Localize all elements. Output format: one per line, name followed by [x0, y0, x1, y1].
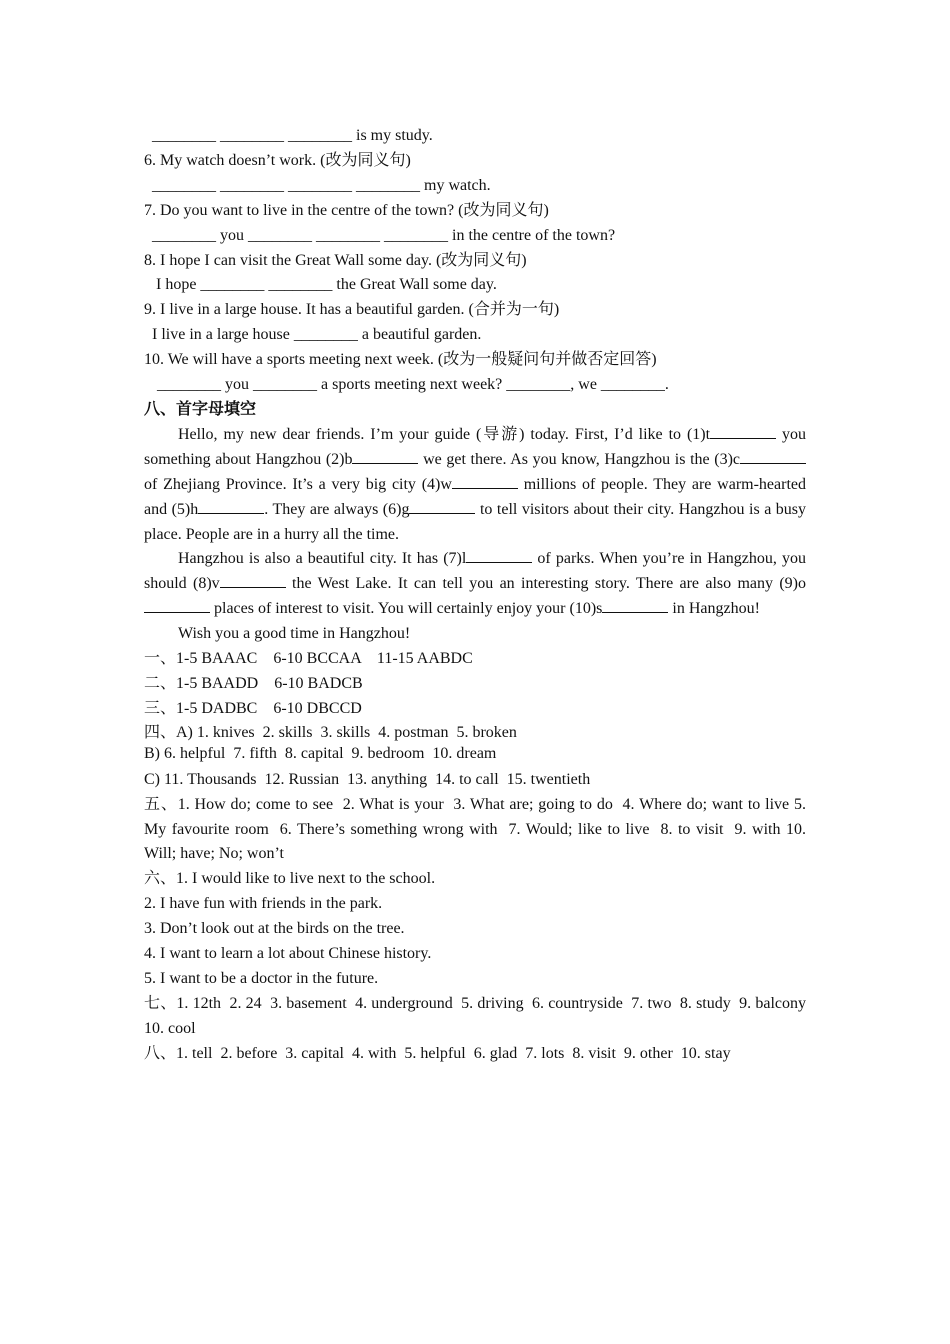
rewrite-question-10: 10. We will have a sports meeting next week. (改为一般疑问句并做否定回答) — [144, 351, 657, 369]
blank-1[interactable] — [710, 424, 776, 439]
answer-section-8: 八、1. tell 2. before 3. capital 4. with 5. helpful 6. glad 7. lots 8. visit 9. other 10. stay — [144, 1044, 731, 1062]
answer-section-5: 五、1. How do; come to see 2. What is your 3. What are; going to do 4. Where do; want to live 5. My favourite room 6. There’s something wrong with 7. Would; like to live 8. to visit 9. with 10. Will; have; No; won’t — [144, 795, 810, 863]
passage-paragraph-2 — [144, 547, 806, 622]
section-8-heading: 八、首字母填空 — [144, 400, 257, 418]
passage-text: of parks. When you’re in Hangzhou, you should (8)v — [144, 550, 807, 593]
rewrite-line-7-answer: ________ you ________ ________ ________ in the centre of the town? — [152, 226, 616, 244]
rewrite-line-5-answer: ________ ________ ________ is my study. — [152, 127, 433, 144]
rewrite-line-10-answer: ________ you ________ a sports meeting next week? ________, we ________. — [157, 376, 669, 394]
answer-section-7: 七、1. 12th 2. 24 3. basement 4. underground 5. driving 6. countryside 7. two 8. study 9. balcony 10. cool — [144, 994, 814, 1037]
passage-text: the West Lake. It can tell you an interesting story. There are also many (9)o — [285, 575, 807, 593]
blank-8[interactable] — [220, 573, 286, 588]
rewrite-line-8-answer: I hope ________ ________ the Great Wall some day. — [156, 276, 497, 294]
answer-section-1: 一、1-5 BAAAC 6-10 BCCAA 11-15 AABDC — [144, 650, 473, 668]
passage-text: places of interest to visit. You will certainly enjoy your (10)s — [210, 600, 603, 618]
blank-2[interactable] — [352, 449, 418, 464]
answer-section-4c: C) 11. Thousands 12. Russian 13. anything 14. to call 15. twentieth — [144, 770, 591, 788]
answer-section-3: 三、1-5 DADBC 6-10 DBCCD — [144, 699, 362, 717]
rewrite-question-8: 8. I hope I can visit the Great Wall some day. (改为同义句) — [144, 251, 527, 269]
rewrite-question-7: 7. Do you want to live in the centre of the town? (改为同义句) — [144, 201, 549, 219]
answer-section-6-1: 六、1. I would like to live next to the school. — [144, 870, 436, 888]
answer-section-6-3: 3. Don’t look out at the birds on the tree. — [144, 920, 405, 938]
rewrite-line-9-answer: I live in a large house ________ a beautiful garden. — [152, 326, 482, 344]
passage-text: you something about Hangzhou (2)b — [144, 425, 807, 468]
passage-text: Hangzhou is also a beautiful city. It has (7)l — [178, 550, 467, 568]
blank-7[interactable] — [466, 548, 532, 563]
passage-text: we get there. As you know, Hangzhou is the (3)c — [418, 450, 741, 468]
answer-section-6-2: 2. I have fun with friends in the park. — [144, 895, 383, 913]
blank-6[interactable] — [409, 499, 475, 514]
blank-5[interactable] — [198, 499, 264, 514]
rewrite-question-9: 9. I live in a large house. It has a beautiful garden. (合并为一句) — [144, 301, 560, 319]
rewrite-question-6: 6. My watch doesn’t work. (改为同义句) — [144, 151, 411, 169]
answer-section-6-4: 4. I want to learn a lot about Chinese history. — [144, 945, 432, 963]
document-page — [144, 124, 814, 1067]
answer-section-4b: B) 6. helpful 7. fifth 8. capital 9. bedroom 10. dream — [144, 744, 497, 762]
blank-10[interactable] — [602, 598, 668, 613]
answer-section-2: 二、1-5 BAADD 6-10 BADCB — [144, 674, 363, 692]
passage-text: of Zhejiang Province. It’s a very big city (4)w — [144, 475, 452, 493]
passage-paragraph-1 — [144, 423, 806, 548]
passage-text: . They are always (6)g — [264, 500, 410, 518]
passage-text: millions of people. They are warm-hearted and (5)h — [144, 475, 806, 518]
blank-9[interactable] — [144, 598, 210, 613]
passage-text: in Hangzhou! — [668, 600, 760, 618]
answer-section-4a: 四、A) 1. knives 2. skills 3. skills 4. postman 5. broken — [144, 723, 517, 741]
blank-4[interactable] — [452, 474, 518, 489]
passage-text: to tell visitors about their city. Hangzhou is a busy place. People are in a hurry all the time. — [144, 500, 807, 543]
rewrite-line-6-answer: ________ ________ ________ ________ my watch. — [152, 176, 491, 194]
answer-section-6-5: 5. I want to be a doctor in the future. — [144, 970, 379, 987]
passage-text: Hello, my new dear friends. I’m your guide (导游) today. First, I’d like to (1)t — [178, 425, 711, 443]
blank-3[interactable] — [740, 449, 806, 464]
passage-closing: Wish you a good time in Hangzhou! — [178, 625, 411, 643]
